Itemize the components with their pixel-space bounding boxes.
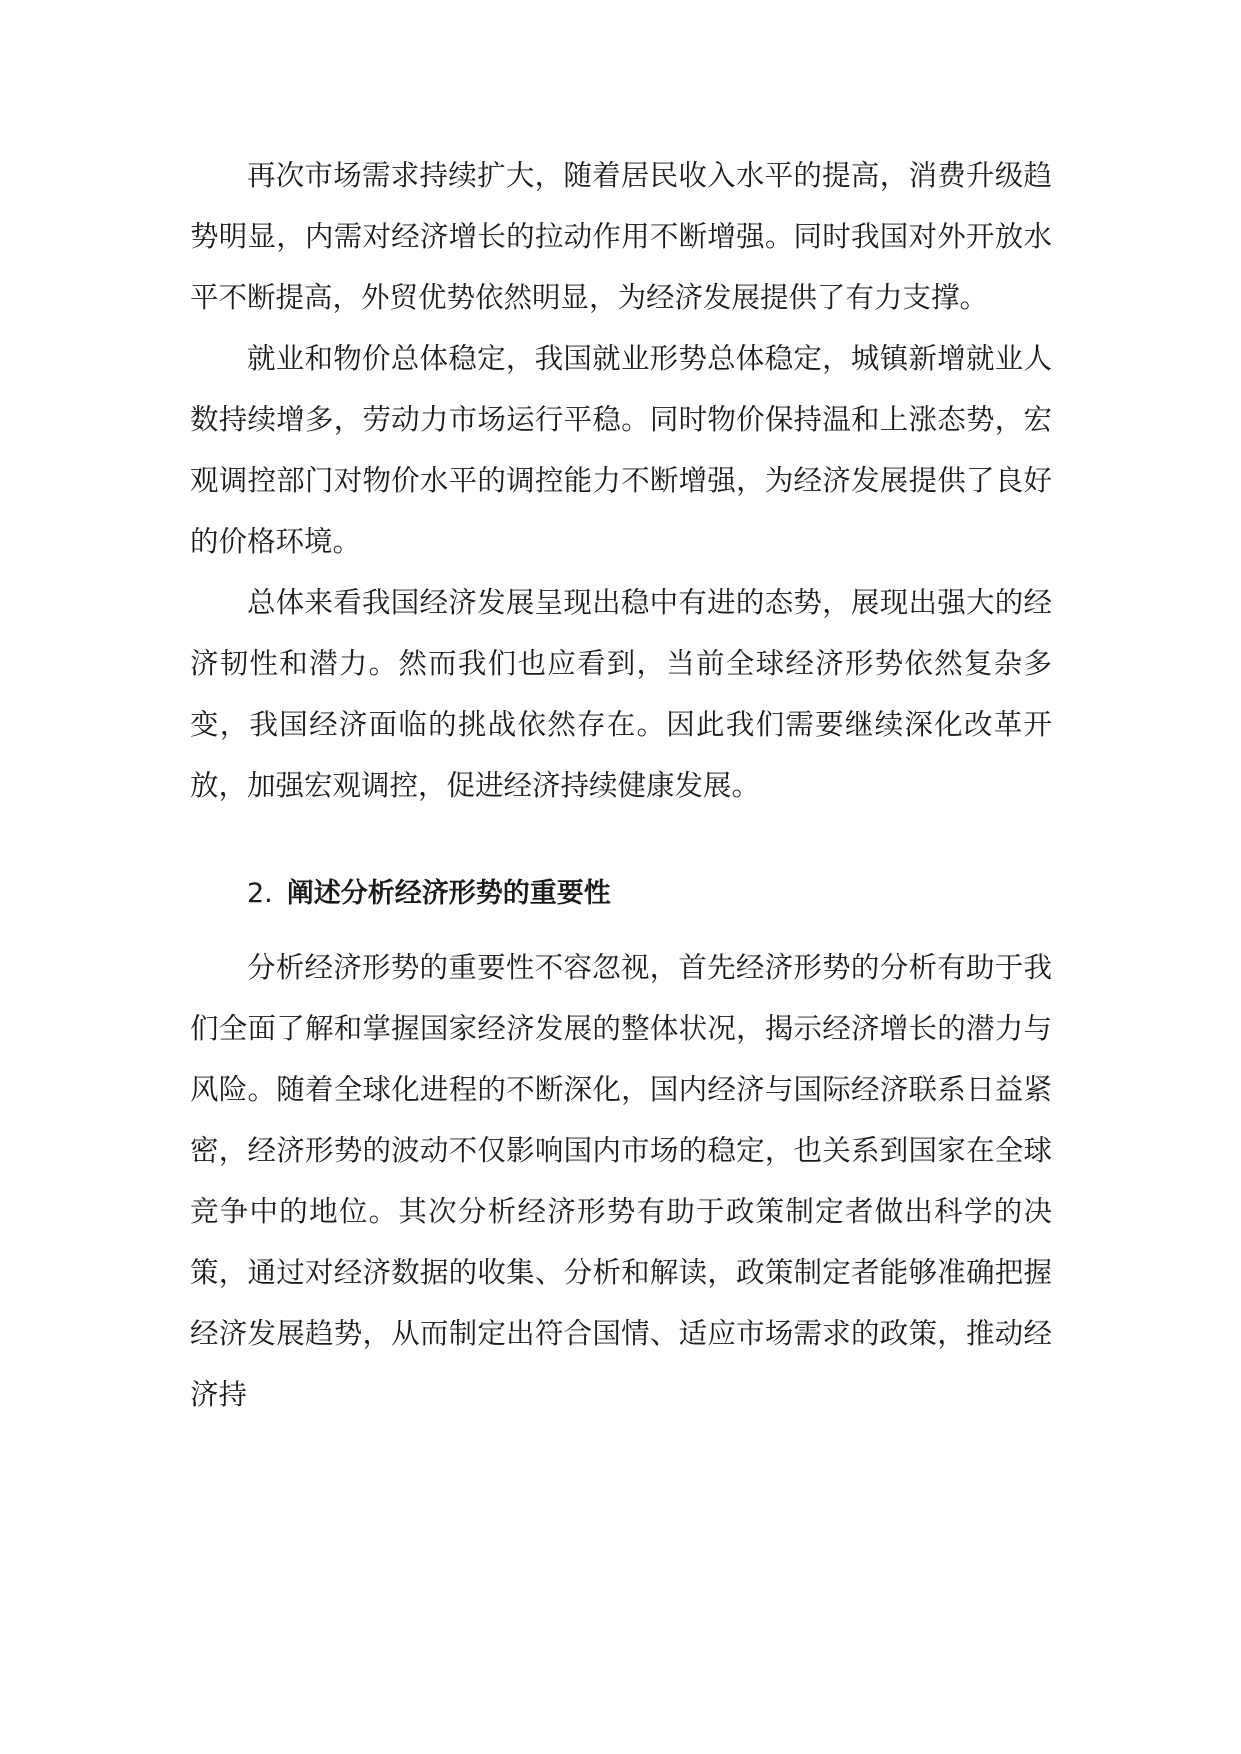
paragraph-importance: 分析经济形势的重要性不容忽视，首先经济形势的分析有助于我们全面了解和掌握国家经济发展的整体状况，揭示经济增长的潜力与风险。随着全球化进程的不断深化，国内经济与国际经济联系日益紧密，经济形势的波动不仅影响国内市场的稳定，也关系到国家在全球竞争中的地位。其次分析经济形势有助于政策制定者做出科学的决策，通过对经济数据的收集、分析和解读，政策制定者能够准确把握经济发展趋势，从而制定出符合国情、适应市场需求的政策，推动经济持 bbox=[190, 951, 1052, 1411]
section-number: 2. bbox=[247, 878, 273, 909]
section-title: 阐述分析经济形势的重要性 bbox=[286, 878, 611, 909]
section-heading bbox=[190, 863, 1052, 924]
paragraph-employment-prices: 就业和物价总体稳定，我国就业形势总体稳定，城镇新增就业人数持续增多，劳动力市场运行平稳。同时物价保持温和上涨态势，宏观调控部门对物价水平的调控能力不断增强，为经济发展提供了良好的价格环境。 bbox=[190, 342, 1052, 558]
paragraph-demand: 再次市场需求持续扩大，随着居民收入水平的提高，消费升级趋势明显，内需对经济增长的拉动作用不断增强。同时我国对外开放水平不断提高，外贸优势依然明显，为经济发展提供了有力支撑。 bbox=[190, 159, 1052, 314]
document-body bbox=[190, 145, 1052, 1425]
paragraph-summary: 总体来看我国经济发展呈现出稳中有进的态势，展现出强大的经济韧性和潜力。然而我们也应看到，当前全球经济形势依然复杂多变，我国经济面临的挑战依然存在。因此我们需要继续深化改革开放，加强宏观调控，促进经济持续健康发展。 bbox=[190, 586, 1052, 802]
